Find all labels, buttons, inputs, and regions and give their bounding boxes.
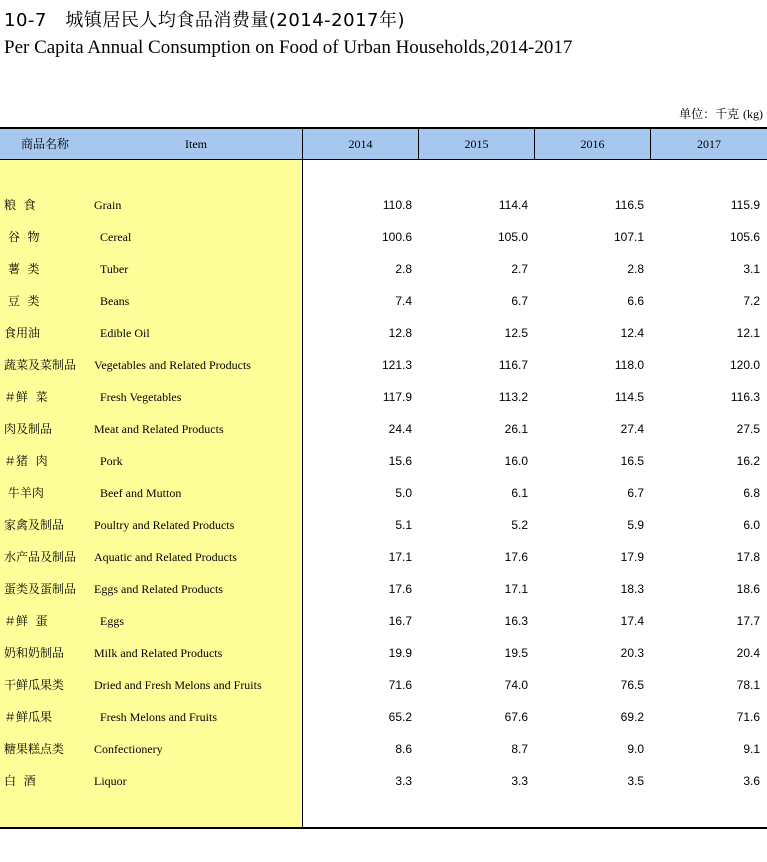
table-row <box>0 451 767 471</box>
row-value-2014: 8.6 <box>395 742 412 756</box>
row-value-2016: 69.2 <box>620 710 644 724</box>
row-name-en: Liquor <box>94 774 127 788</box>
table-row <box>0 387 767 407</box>
row-value-2014: 19.9 <box>388 646 412 660</box>
row-value-2017: 9.1 <box>743 742 760 756</box>
row-value-2015: 114.4 <box>498 198 528 212</box>
row-name-en: Fresh Melons and Fruits <box>100 710 217 724</box>
row-name-en: Beef and Mutton <box>100 486 182 500</box>
table-row <box>0 291 767 311</box>
row-name-cn: 粮 食 <box>4 198 36 212</box>
row-value-2016: 16.5 <box>620 454 644 468</box>
row-name-en: Fresh Vegetables <box>100 390 182 404</box>
table-row <box>0 259 767 279</box>
row-name-en: Aquatic and Related Products <box>94 550 237 564</box>
row-value-2017: 115.9 <box>730 198 760 212</box>
unit-label <box>679 105 763 122</box>
header-year-2015: 2015 <box>419 129 535 159</box>
row-name-cn: ＃鲜瓜果 <box>4 710 53 724</box>
row-value-2014: 17.1 <box>388 550 412 564</box>
row-name-cn: 干鲜瓜果类 <box>4 678 65 692</box>
row-value-2016: 3.5 <box>627 774 644 788</box>
row-value-2014: 7.4 <box>395 294 412 308</box>
row-name-en: Grain <box>94 198 122 212</box>
header-item: Item <box>90 129 303 159</box>
row-value-2016: 12.4 <box>620 326 644 340</box>
table-row <box>0 355 767 375</box>
row-value-2017: 16.2 <box>736 454 760 468</box>
consumption-table <box>0 127 767 830</box>
table-row <box>0 771 767 791</box>
row-value-2014: 5.1 <box>395 518 412 532</box>
row-value-2015: 17.1 <box>504 582 528 596</box>
row-value-2016: 116.5 <box>614 198 644 212</box>
row-value-2014: 3.3 <box>395 774 412 788</box>
row-value-2017: 7.2 <box>743 294 760 308</box>
header-year-2017: 2017 <box>697 137 721 151</box>
row-value-2014: 5.0 <box>395 486 412 500</box>
table-row <box>0 419 767 439</box>
row-value-2017: 27.5 <box>736 422 760 436</box>
row-name-en: Edible Oil <box>100 326 150 340</box>
row-value-2016: 6.6 <box>627 294 644 308</box>
row-name-cn: 糖果糕点类 <box>4 742 65 756</box>
row-name-en: Pork <box>100 454 123 468</box>
row-value-2016: 6.7 <box>627 486 644 500</box>
row-value-2017: 3.6 <box>743 774 760 788</box>
table-row <box>0 675 767 695</box>
row-value-2017: 71.6 <box>736 710 760 724</box>
row-value-2016: 27.4 <box>620 422 644 436</box>
row-name-en: Beans <box>100 294 130 308</box>
row-value-2017: 3.1 <box>743 262 760 276</box>
row-value-2017: 120.0 <box>729 358 760 372</box>
row-name-en: Meat and Related Products <box>94 422 224 436</box>
row-name-cn: ＃鲜 菜 <box>4 390 48 404</box>
row-value-2015: 6.1 <box>511 486 528 500</box>
row-value-2017: 78.1 <box>736 678 760 692</box>
row-name-cn: 豆 类 <box>4 294 40 308</box>
unit-label-kg: (kg) <box>743 107 763 121</box>
row-name-cn: 家禽及制品 <box>4 518 65 532</box>
row-value-2016: 18.3 <box>620 582 644 596</box>
row-value-2015: 26.1 <box>504 422 528 436</box>
row-value-2016: 17.9 <box>620 550 644 564</box>
row-value-2017: 105.6 <box>729 230 760 244</box>
row-value-2014: 71.6 <box>388 678 412 692</box>
page-title-english: Per Capita Annual Consumption on Food of Urban Households,2014-2017 <box>4 37 573 58</box>
row-value-2014: 17.6 <box>388 582 412 596</box>
row-value-2014: 100.6 <box>381 230 412 244</box>
table-row <box>0 227 767 247</box>
row-value-2015: 67.6 <box>504 710 528 724</box>
row-name-en: Confectionery <box>94 742 163 756</box>
row-value-2015: 105.0 <box>497 230 528 244</box>
row-value-2015: 17.6 <box>504 550 528 564</box>
row-value-2017: 18.6 <box>736 582 760 596</box>
row-name-cn: 食用油 <box>4 326 41 340</box>
table-row <box>0 707 767 727</box>
row-value-2014: 16.7 <box>388 614 412 628</box>
header-name-cn: 商品名称 <box>20 137 69 151</box>
table-row <box>0 323 767 343</box>
row-name-en: Eggs <box>100 614 124 628</box>
row-name-en: Cereal <box>100 230 132 244</box>
page-title-chinese: 10-7 城镇居民人均食品消费量(2014-2017年) <box>4 10 406 31</box>
row-value-2015: 116.7 <box>498 358 528 372</box>
row-name-cn: 水产品及制品 <box>4 550 77 564</box>
row-name-cn: 牛羊肉 <box>4 486 44 500</box>
row-value-2017: 116.3 <box>730 390 760 404</box>
row-value-2015: 5.2 <box>511 518 528 532</box>
table-row <box>0 579 767 599</box>
row-name-en: Milk and Related Products <box>94 646 223 660</box>
row-name-en: Eggs and Related Products <box>94 582 223 596</box>
table-row <box>0 611 767 631</box>
row-value-2015: 16.3 <box>504 614 528 628</box>
row-value-2015: 3.3 <box>511 774 528 788</box>
row-value-2016: 5.9 <box>627 518 644 532</box>
row-value-2014: 121.3 <box>381 358 412 372</box>
row-name-cn: 奶和奶制品 <box>4 646 65 660</box>
table-row <box>0 483 767 503</box>
row-value-2017: 6.0 <box>743 518 760 532</box>
row-value-2016: 2.8 <box>627 262 644 276</box>
row-value-2017: 12.1 <box>736 326 760 340</box>
row-value-2015: 19.5 <box>504 646 528 660</box>
row-value-2014: 117.9 <box>382 390 412 404</box>
row-value-2015: 8.7 <box>511 742 528 756</box>
table-row <box>0 739 767 759</box>
row-value-2014: 110.8 <box>382 198 412 212</box>
row-name-cn: ＃鲜 蛋 <box>4 614 48 628</box>
table-row <box>0 195 767 215</box>
row-value-2015: 6.7 <box>511 294 528 308</box>
unit-label-cn: 单位：千克 <box>679 107 740 121</box>
row-name-cn: 蔬菜及菜制品 <box>4 358 77 372</box>
row-value-2016: 76.5 <box>620 678 644 692</box>
row-value-2016: 17.4 <box>620 614 644 628</box>
row-name-cn: 白 酒 <box>4 774 36 788</box>
row-value-2016: 20.3 <box>620 646 644 660</box>
row-value-2015: 74.0 <box>504 678 528 692</box>
row-name-cn: 蛋类及蛋制品 <box>4 582 77 596</box>
table-row <box>0 643 767 663</box>
row-name-en: Dried and Fresh Melons and Fruits <box>94 678 262 692</box>
row-name-cn: 谷 物 <box>4 230 40 244</box>
row-name-en: Poultry and Related Products <box>94 518 235 532</box>
table-header <box>0 127 767 160</box>
row-value-2014: 65.2 <box>388 710 412 724</box>
row-value-2014: 2.8 <box>395 262 412 276</box>
row-value-2017: 17.7 <box>736 614 760 628</box>
row-value-2015: 113.2 <box>498 390 528 404</box>
row-value-2017: 6.8 <box>743 486 760 500</box>
table-row <box>0 515 767 535</box>
row-name-cn: 肉及制品 <box>4 422 53 436</box>
row-value-2014: 12.8 <box>388 326 412 340</box>
row-value-2016: 118.0 <box>614 358 644 372</box>
header-year-2014: 2014 <box>303 129 419 159</box>
row-name-cn: ＃猪 肉 <box>4 454 48 468</box>
row-value-2015: 2.7 <box>511 262 528 276</box>
row-value-2014: 24.4 <box>388 422 412 436</box>
table-bottom-rule <box>0 827 767 829</box>
header-year-2016: 2016 <box>535 129 651 159</box>
row-value-2015: 12.5 <box>504 326 528 340</box>
row-value-2017: 17.8 <box>736 550 760 564</box>
row-name-en: Vegetables and Related Products <box>94 358 251 372</box>
table-row <box>0 547 767 567</box>
row-value-2017: 20.4 <box>736 646 760 660</box>
row-name-cn: 薯 类 <box>4 262 40 276</box>
row-value-2015: 16.0 <box>504 454 528 468</box>
row-name-en: Tuber <box>100 262 129 276</box>
row-value-2014: 15.6 <box>388 454 412 468</box>
row-value-2016: 107.1 <box>613 230 644 244</box>
row-value-2016: 114.5 <box>614 390 644 404</box>
row-value-2016: 9.0 <box>627 742 644 756</box>
